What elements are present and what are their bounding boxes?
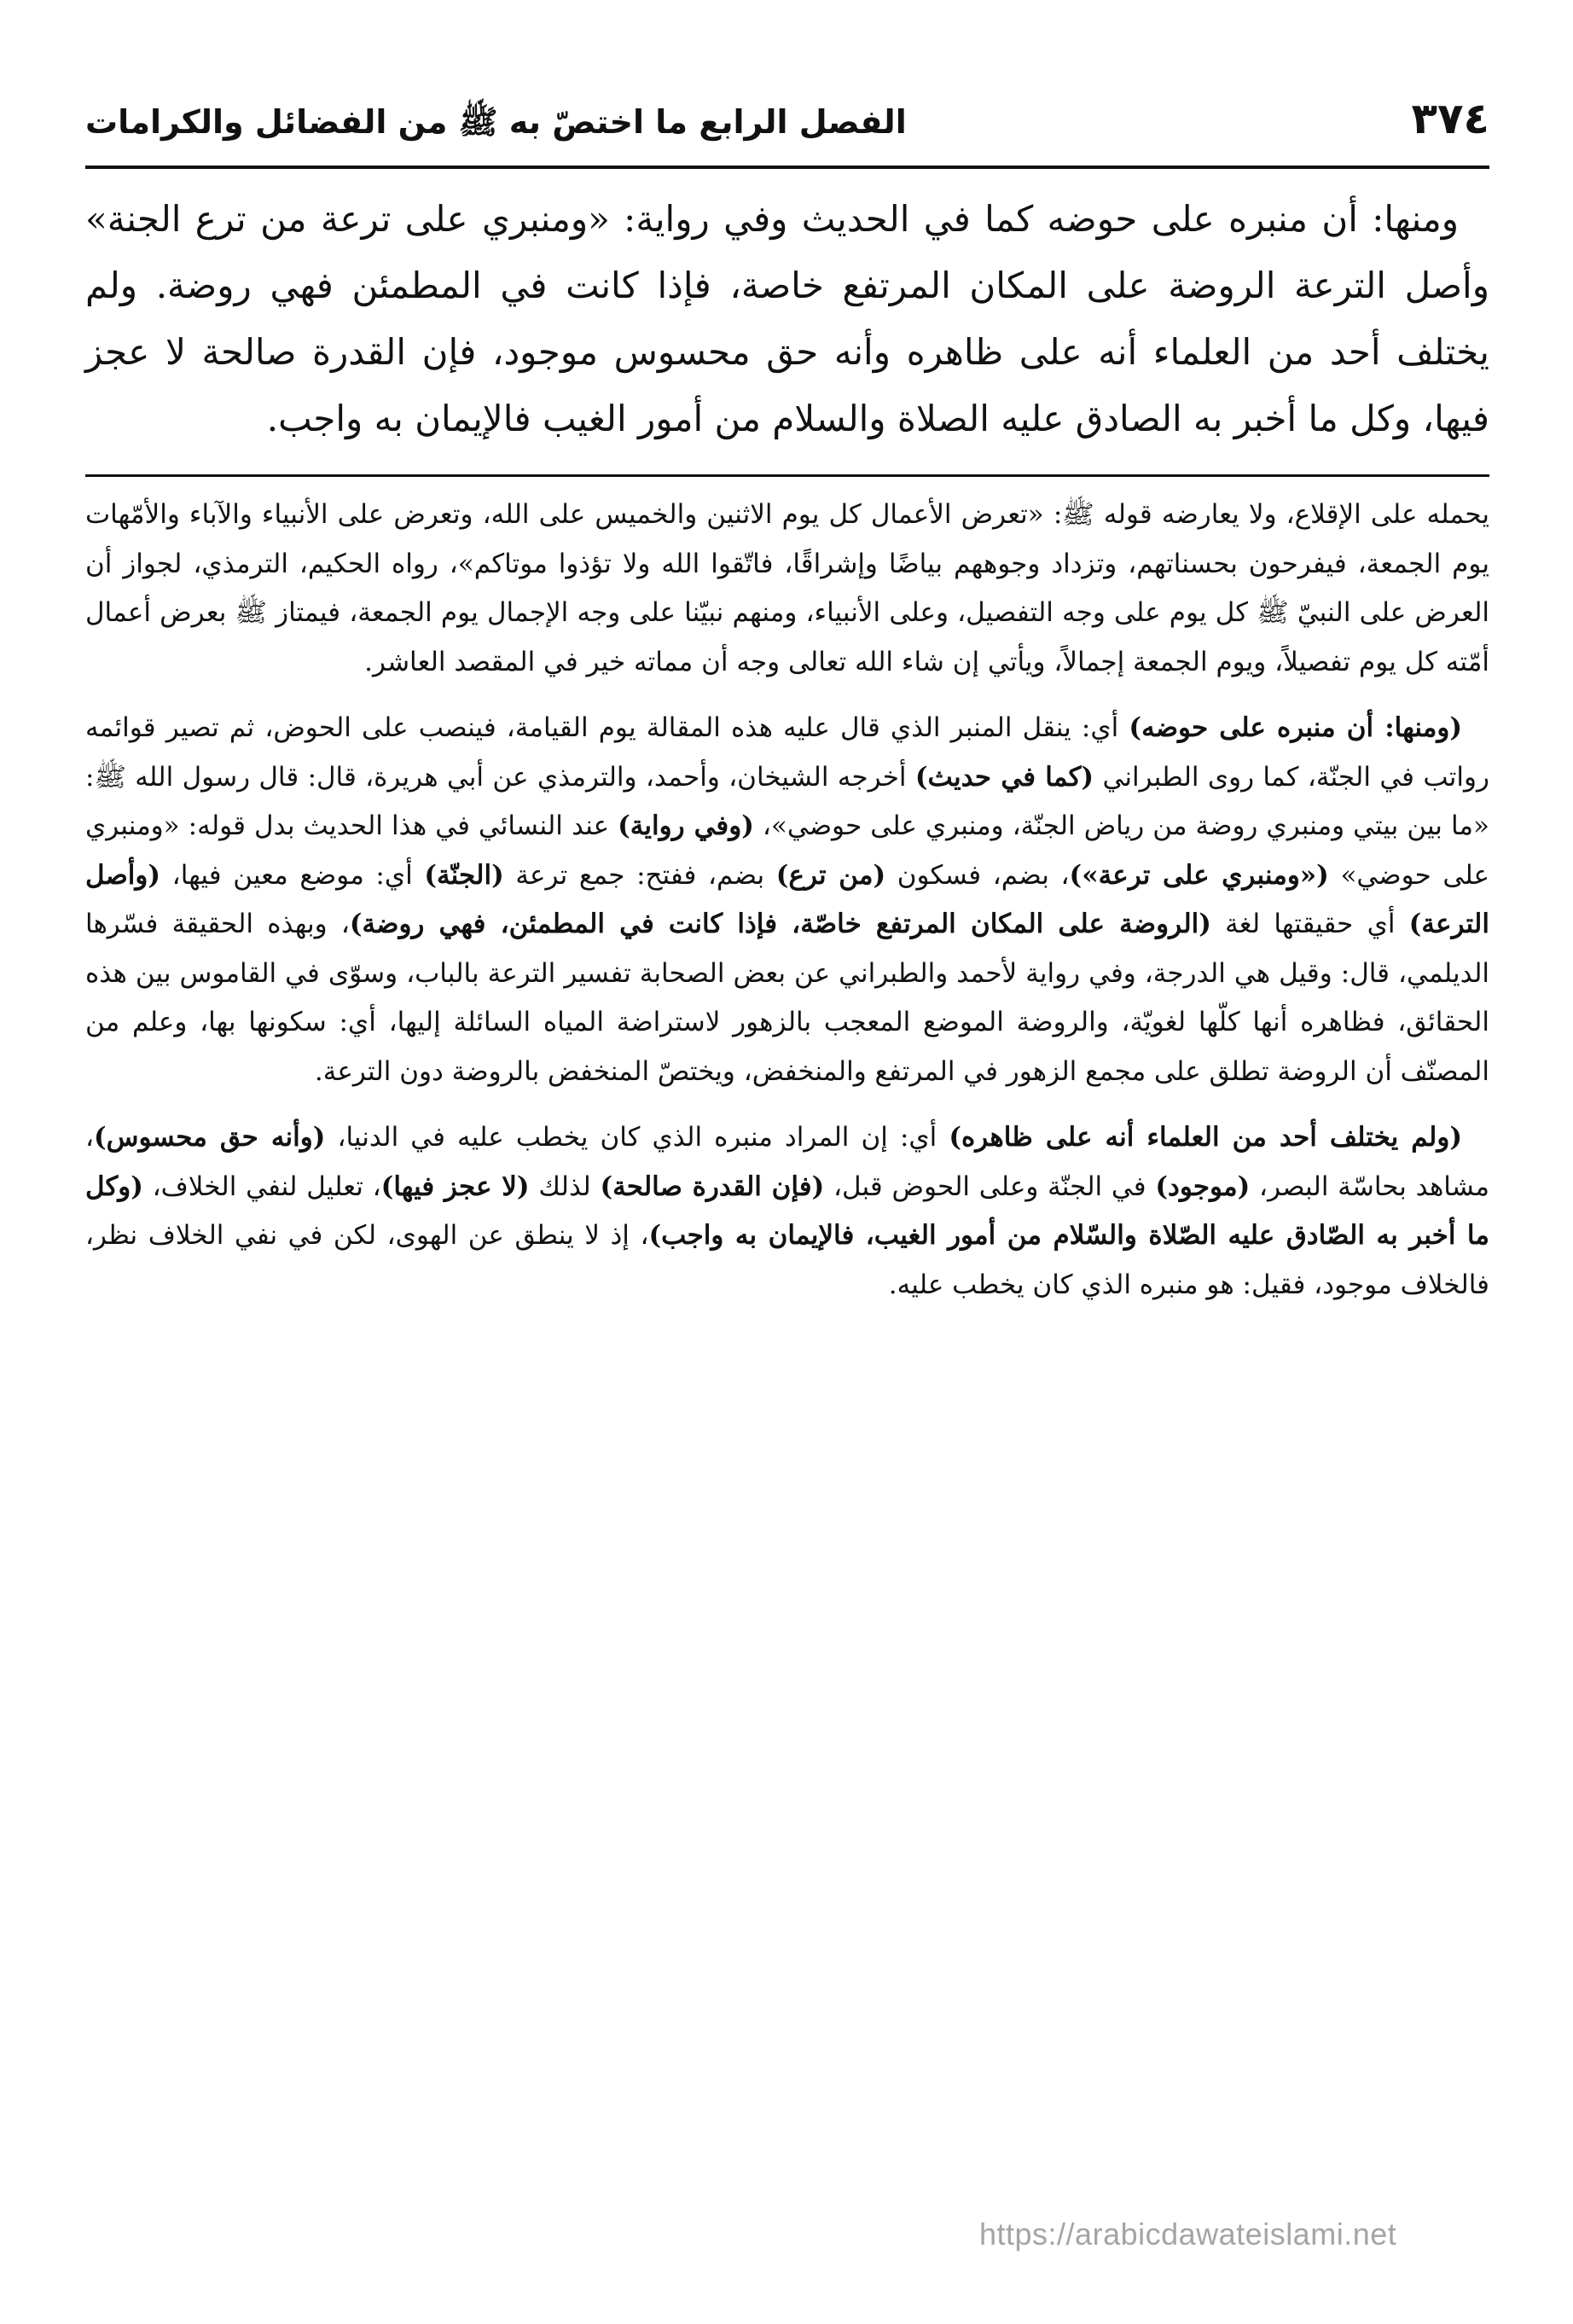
quoted-phrase: (الجنّة) bbox=[424, 859, 504, 891]
commentary-text: أي: موضع معين فيها، bbox=[160, 859, 425, 891]
commentary-paragraph-1: يحمله على الإقلاع، ولا يعارضه قوله ﷺ: «تعرض الأعمال كل يوم الاثنين والخميس على الله، وتعرض على الأنبياء والآباء والأمّهات يوم الجمعة، فيفرحون بحسناتهم، وتزداد وجوههم بياضًا وإشراقًا، فاتّقوا الله ولا تؤذوا موتاكم»، رواه الحكيم، الترمذي، لجواز أن العرض على النبيّ ﷺ كل يوم على وجه التفصيل، وعلى الأنبياء، ومنهم نبيّنا على وجه الإجمال يوم الجمعة، فيمتاز ﷺ بعرض أعمال أمّته كل يوم تفصيلاً، ويوم الجمعة إجمالاً، ويأتي إن شاء الله تعالى وجه أن مماته خير في المقصد العاشر. bbox=[85, 499, 1489, 677]
quoted-phrase: (من ترع) bbox=[775, 859, 886, 891]
quoted-phrase: (ومنها: أن منبره على حوضه) bbox=[1129, 712, 1462, 743]
commentary-text: أخرجه الشيخان، وأحمد، والترمذي عن أبي هريرة، قال: قال رسول الله ﷺ: «ما بين بيتي ومنبري روضة من رياض الجنّة، ومنبري على حوضي»، bbox=[85, 761, 1489, 841]
commentary-separator bbox=[85, 474, 1489, 477]
commentary-paragraph-2 bbox=[85, 704, 1489, 1096]
quoted-phrase: (ولم يختلف أحد من العلماء أنه على ظاهره) bbox=[949, 1122, 1462, 1153]
commentary-text: ، إذ لا ينطق عن الهوى، لكن في نفي الخلاف نظر، فالخلاف موجود، فقيل: هو منبره الذي كان يخطب عليه. bbox=[85, 1220, 1489, 1300]
quoted-phrase: (وأنه حق محسوس) bbox=[94, 1122, 326, 1153]
quoted-phrase: (لا عجز فيها) bbox=[380, 1171, 530, 1202]
running-header bbox=[85, 94, 1489, 166]
main-text bbox=[85, 186, 1489, 452]
commentary-text: ، وبهذه الحقيقة فسّرها الديلمي، قال: وقيل هي الدرجة، وفي رواية لأحمد والطبراني عن بعض الصحابة تفسير الترعة بالباب، وسوّى في القاموس بين هذه الحقائق، فظاهره أنها كلّها لغويّة، والروضة الموضع المعجب بالزهور لاستراضة المياه السائلة إليها، أي: سكونها بها، وعلم من المصنّف أن الروضة تطلق على مجمع الزهور في المرتفع والمنخفض، ويختصّ المنخفض بالروضة دون الترعة. bbox=[85, 909, 1489, 1087]
commentary-text: عند النسائي في هذا الحديث بدل قوله: «ومنبري على حوضي» bbox=[85, 810, 1489, 891]
commentary-text: أي حقيقتها لغة bbox=[1210, 909, 1409, 939]
quoted-phrase: (موجود) bbox=[1155, 1171, 1251, 1202]
quoted-phrase: (وفي رواية) bbox=[618, 810, 754, 841]
chapter-title: الفصل الرابع ما اختصّ به ﷺ من الفضائل والكرامات bbox=[85, 103, 907, 141]
commentary-text: ، بضم، فسكون bbox=[885, 859, 1070, 891]
main-paragraph: ومنها: أن منبره على حوضه كما في الحديث وفي رواية: «ومنبري على ترعة من ترع الجنة» وأصل الترعة الروضة على المكان المرتفع خاصة، فإذا كانت في المطمئن فهي روضة. ولم يختلف أحد من العلماء أنه على ظاهره وأنه حق محسوس موجود، فإن القدرة صالحة لا عجز فيها، وكل ما أخبر به الصادق عليه الصلاة والسلام من أمور الغيب فالإيمان به واجب. bbox=[85, 198, 1489, 439]
header-rule bbox=[85, 166, 1489, 169]
quoted-phrase: (كما في حديث) bbox=[914, 761, 1094, 793]
quoted-phrase: (فإن القدرة صالحة) bbox=[600, 1171, 825, 1202]
commentary-text: ، تعليل لنفي الخلاف، bbox=[142, 1171, 381, 1202]
commentary-text: أي: إن المراد منبره الذي كان يخطب عليه في الدنيا، bbox=[325, 1122, 949, 1153]
quoted-phrase: («ومنبري على ترعة») bbox=[1069, 859, 1329, 891]
commentary-text: لذلك bbox=[529, 1171, 601, 1202]
commentary-paragraph-3 bbox=[85, 1113, 1489, 1310]
commentary bbox=[85, 491, 1489, 1310]
book-page bbox=[85, 94, 1489, 2278]
commentary-text: أي: ينقل المنبر الذي قال عليه هذه المقالة يوم القيامة، فينصب على الحوض، ثم تصير قوائمه رواتب في الجنّة، كما روى الطبراني bbox=[85, 712, 1489, 793]
commentary-text: في الجنّة وعلى الحوض قبل، bbox=[824, 1171, 1156, 1202]
quoted-phrase: (الروضة على المكان المرتفع خاصّة، فإذا كانت في المطمئن، فهي روضة) bbox=[349, 909, 1211, 939]
quoted-phrase: (وكل ما أخبر به الصّادق عليه الصّلاة والسّلام من أمور الغيب، فالإيمان به واجب) bbox=[85, 1171, 1489, 1251]
commentary-text: ، مشاهد بحاسّة البصر، bbox=[85, 1122, 1489, 1202]
quoted-phrase: (وأصل الترعة) bbox=[85, 859, 1489, 939]
source-watermark: https://arabicdawateislami.net bbox=[979, 2217, 1397, 2251]
commentary-text: بضم، ففتح: جمع ترعة bbox=[503, 859, 776, 891]
page-number: ٣٧٤ bbox=[1411, 94, 1489, 143]
